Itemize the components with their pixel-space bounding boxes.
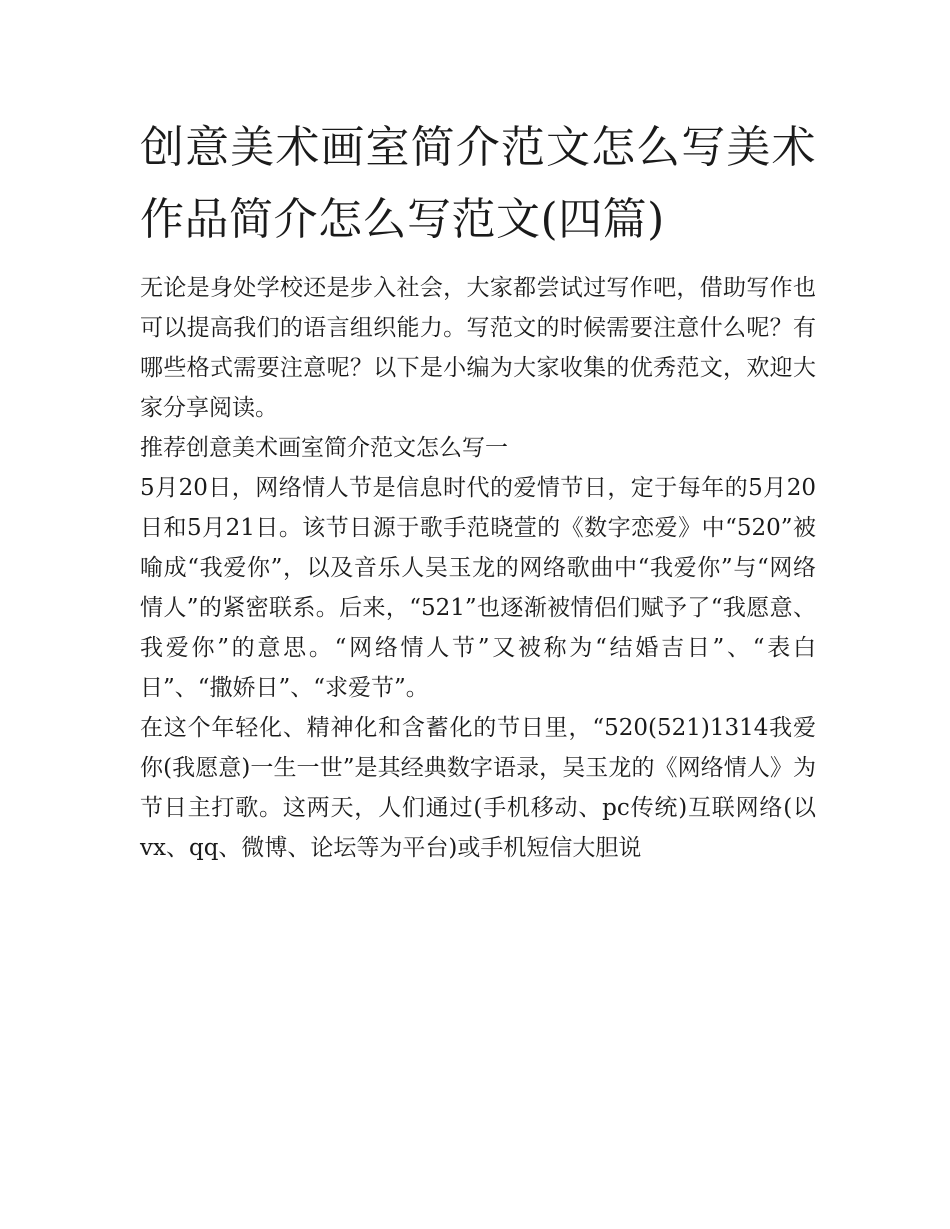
body-paragraph: 在这个年轻化、精神化和含蓄化的节日里，“520(521)1314我爱你(我愿意)一生一世”是其经典数字语录，吴玉龙的《网络情人》为节日主打歌。这两天，人们通过(手机移动、pc传统)互联网络(以vx、qq、微博、论坛等为平台)或手机短信大胆说 xyxy=(140,715,816,861)
document-title: 创意美术画室简介范文怎么写美术作品简介怎么写范文(四篇) xyxy=(140,122,816,245)
body-paragraph: 5月20日，网络情人节是信息时代的爱情节日，定于每年的5月20日和5月21日。该节日源于歌手范晓萱的《数字恋爱》中“520”被喻成“我爱你”，以及音乐人吴玉龙的网络歌曲中“我爱你”与“网络情人”的紧密联系。后来，“521”也逐渐被情侣们赋予了“我愿意、我爱你”的意思。“网络情人节”又被称为“结婚吉日”、“表白日”、“撒娇日”、“求爱节”。 xyxy=(140,475,816,701)
section-heading: 推荐创意美术画室简介范文怎么写一 xyxy=(140,435,508,461)
intro-paragraph: 无论是身处学校还是步入社会，大家都尝试过写作吧，借助写作也可以提高我们的语言组织能力。写范文的时候需要注意什么呢？有哪些格式需要注意呢？以下是小编为大家收集的优秀范文，欢迎大家分享阅读。 xyxy=(140,275,816,421)
document-body xyxy=(140,112,816,868)
